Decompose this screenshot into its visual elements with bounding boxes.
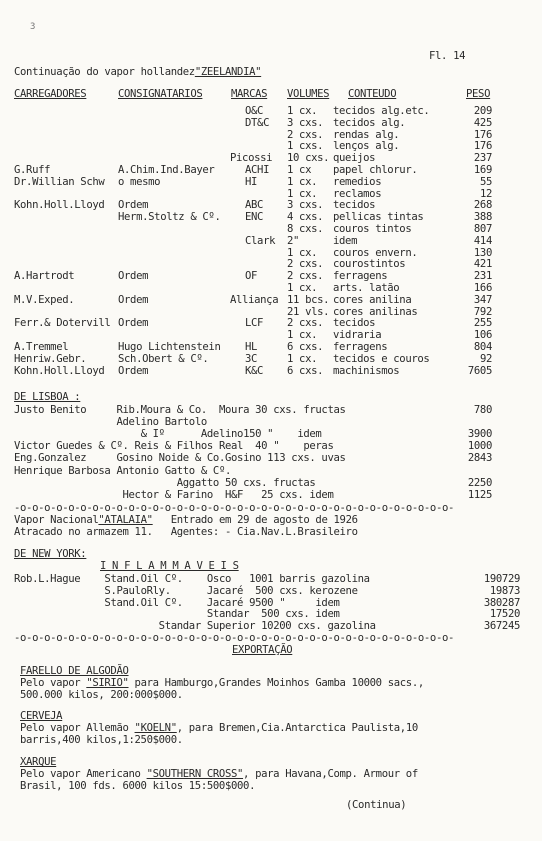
row-content: tecidos xyxy=(333,199,376,211)
export-ship-name: "KOELN" xyxy=(134,722,177,734)
row-content: rendas alg. xyxy=(333,129,400,141)
row-consignee: Sch.Obert & Cº. xyxy=(118,353,209,365)
row-weight: 231 xyxy=(473,270,492,282)
export-item-line-2: 500.000 kilos, 200:000$000. xyxy=(20,689,183,701)
export-item-line-1: Pelo vapor Americano "SOUTHERN CROSS", para Havana,Comp. Armour of xyxy=(20,768,418,780)
row-volumes: 1 cx. xyxy=(287,329,318,341)
col-header-carregadores: CARREGADORES xyxy=(14,88,87,100)
new-york-line: S.PauloRly. Jacaré 500 cxs. kerozene xyxy=(14,585,358,597)
row-consignee: A.Chim.Ind.Bayer xyxy=(118,164,215,176)
row-volumes: 1 cx. xyxy=(287,282,318,294)
row-mark: HL xyxy=(245,341,258,353)
row-mark: OF xyxy=(245,270,258,282)
row-weight: 12 xyxy=(479,188,492,200)
row-consignee: Ordem xyxy=(118,365,149,377)
row-mark: ABC xyxy=(245,199,264,211)
new-york-line: Stand.Oil Cº. Jacaré 9500 " idem xyxy=(14,597,340,609)
atalaia-ship-name: "ATALAIA" xyxy=(98,514,153,526)
row-volumes: 8 cxs. xyxy=(287,223,324,235)
row-weight: 106 xyxy=(473,329,492,341)
export-item-line-2: Brasil, 100 fds. 6000 kilos 15:500$000. xyxy=(20,780,256,792)
row-consignee: Ordem xyxy=(118,317,149,329)
row-weight: 804 xyxy=(473,341,492,353)
lisboa-line: & Iº Adelino150 " idem xyxy=(14,428,322,440)
row-content: machinismos xyxy=(333,365,400,377)
export-item-line-1: Pelo vapor "SIRIO" para Hamburgo,Grandes Moinhos Gamba 10000 sacs., xyxy=(20,677,424,689)
row-weight: 166 xyxy=(473,282,492,294)
row-volumes: 3 cxs. xyxy=(287,117,324,129)
lisboa-weight: 780 xyxy=(473,404,492,416)
row-content: couros tintos xyxy=(333,223,412,235)
lisboa-line: Adelino Bartolo xyxy=(14,416,207,428)
row-volumes: 2 cxs. xyxy=(287,258,324,270)
row-volumes: 1 cx. xyxy=(287,247,318,259)
row-volumes: 2 cxs. xyxy=(287,317,324,329)
ship-name: "ZEELANDIA" xyxy=(194,66,262,78)
col-header-volumes: VOLUMES xyxy=(287,88,330,100)
row-shipper: Kohn.Holl.Lloyd xyxy=(14,365,105,377)
row-content: tecidos e couros xyxy=(333,353,430,365)
lisboa-line: Hector & Farino H&F 25 cxs. idem xyxy=(14,489,334,501)
row-mark: O&C xyxy=(245,105,264,117)
lisboa-line: Eng.Gonzalez Gosino Noide & Co.Gosino 113 cxs. uvas xyxy=(14,452,346,464)
row-volumes: 11 bcs. xyxy=(287,294,330,306)
row-volumes: 10 cxs. xyxy=(287,152,330,164)
row-content: arts. latão xyxy=(333,282,400,294)
row-volumes: 1 cx xyxy=(287,164,312,176)
row-content: vidraria xyxy=(333,329,382,341)
row-content: reclamos xyxy=(333,188,382,200)
row-weight: 7605 xyxy=(467,365,492,377)
col-header-peso: PESO xyxy=(466,88,491,100)
row-consignee: Hugo Lichtenstein xyxy=(118,341,221,353)
divider-1: -o-o-o-o-o-o-o-o-o-o-o-o-o-o-o-o-o-o-o-o-o-o-o-o-o-o-o-o-o-o-o-o-o-o-o-o- xyxy=(14,502,455,514)
row-consignee: o mesmo xyxy=(118,176,161,188)
new-york-heading: DE NEW YORK: xyxy=(14,548,87,560)
row-consignee: Ordem xyxy=(118,199,149,211)
corner-mark: 3 xyxy=(30,22,36,32)
row-volumes: 2" xyxy=(287,235,300,247)
row-mark: 3C xyxy=(245,353,258,365)
new-york-line: Standar Superior 10200 cxs. gazolina xyxy=(14,620,376,632)
row-weight: 237 xyxy=(473,152,492,164)
row-content: cores anilinas xyxy=(333,306,418,318)
row-consignee: Ordem xyxy=(118,270,149,282)
row-weight: 807 xyxy=(473,223,492,235)
row-shipper: A.Hartrodt xyxy=(14,270,75,282)
row-weight: 176 xyxy=(473,129,492,141)
lisboa-weight: 3900 xyxy=(467,428,492,440)
row-mark: ACHI xyxy=(245,164,270,176)
row-volumes: 1 cx. xyxy=(287,353,318,365)
row-content: ferragens xyxy=(333,341,388,353)
row-content: courostintos xyxy=(333,258,406,270)
lisboa-weight: 2843 xyxy=(467,452,492,464)
row-content: idem xyxy=(333,235,358,247)
col-header-consignatarios: CONSIGNATARIOS xyxy=(118,88,203,100)
row-shipper: A.Tremmel xyxy=(14,341,69,353)
row-weight: 792 xyxy=(473,306,492,318)
row-content: ferragens xyxy=(333,270,388,282)
row-consignee: Ordem xyxy=(118,294,149,306)
exportacao-heading: EXPORTAÇÃO xyxy=(232,644,293,656)
continua-note: (Continua) xyxy=(346,799,407,811)
inflammaveis-title: I N F L A M M A V E I S xyxy=(100,560,239,572)
export-item-title: FARELLO DE ALGODÃO xyxy=(20,665,129,677)
row-consignee: Herm.Stoltz & Cº. xyxy=(118,211,221,223)
new-york-weight: 19873 xyxy=(489,585,520,597)
new-york-weight: 17520 xyxy=(489,608,520,620)
new-york-line: Rob.L.Hague Stand.Oil Cº. Osco 1001 barris gazolina xyxy=(14,573,370,585)
row-volumes: 6 cxs. xyxy=(287,365,324,377)
row-shipper: Ferr.& Dotervill xyxy=(14,317,111,329)
folio-number: Fl. 14 xyxy=(429,50,466,62)
row-mark: DT&C xyxy=(245,117,270,129)
row-volumes: 21 vls. xyxy=(287,306,330,318)
row-shipper: G.Ruff xyxy=(14,164,51,176)
row-weight: 209 xyxy=(473,105,492,117)
col-header-conteudo: CONTEUDO xyxy=(348,88,397,100)
row-mark: LCF xyxy=(245,317,264,329)
lisboa-line: Victor Guedes & Cº. Reis & Filhos Real 40 " peras xyxy=(14,440,334,452)
row-weight: 169 xyxy=(473,164,492,176)
new-york-weight: 367245 xyxy=(483,620,520,632)
row-weight: 130 xyxy=(473,247,492,259)
row-content: pellicas tintas xyxy=(333,211,424,223)
row-content: queijos xyxy=(333,152,376,164)
row-volumes: 1 cx. xyxy=(287,188,318,200)
lisboa-line: Aggatto 50 cxs. fructas xyxy=(14,477,316,489)
atalaia-line-2: Atracado no armazem 11. Agentes: - Cia.Nav.L.Brasileiro xyxy=(14,526,358,538)
new-york-line: Standar 500 cxs. idem xyxy=(14,608,340,620)
col-header-marcas: MARCAS xyxy=(231,88,268,100)
row-volumes: 1 cxs. xyxy=(287,140,324,152)
lisboa-weight: 1125 xyxy=(467,489,492,501)
row-volumes: 1 cx. xyxy=(287,176,318,188)
row-mark: Picossi xyxy=(230,152,273,164)
lisboa-line: Justo Benito Rib.Moura & Co. Moura 30 cxs. fructas xyxy=(14,404,346,416)
lisboa-heading: DE LISBOA : xyxy=(14,391,81,403)
row-volumes: 4 cxs. xyxy=(287,211,324,223)
row-mark: K&C xyxy=(245,365,264,377)
row-weight: 347 xyxy=(473,294,492,306)
lisboa-line: Henrique Barbosa Antonio Gatto & Cº. xyxy=(14,465,232,477)
row-content: remedios xyxy=(333,176,382,188)
divider-2: -o-o-o-o-o-o-o-o-o-o-o-o-o-o-o-o-o-o-o-o-o-o-o-o-o-o-o-o-o-o-o-o-o-o-o-o- xyxy=(14,632,455,644)
new-york-weight: 190729 xyxy=(483,573,520,585)
export-ship-name: "SIRIO" xyxy=(86,677,129,689)
continuation-heading: Continuação do vapor hollandez"ZEELANDIA" xyxy=(14,66,262,78)
export-item-line-1: Pelo vapor Allemão "KOELN", para Bremen,Cia.Antarctica Paulista,10 xyxy=(20,722,418,734)
row-content: tecidos xyxy=(333,317,376,329)
export-item-title: CERVEJA xyxy=(20,710,63,722)
row-content: papel chlorur. xyxy=(333,164,418,176)
row-volumes: 2 cxs. xyxy=(287,270,324,282)
row-weight: 421 xyxy=(473,258,492,270)
row-weight: 255 xyxy=(473,317,492,329)
row-shipper: Dr.Willian Schw xyxy=(14,176,105,188)
lisboa-weight: 1000 xyxy=(467,440,492,452)
row-mark: Clark xyxy=(245,235,276,247)
row-shipper: M.V.Exped. xyxy=(14,294,75,306)
export-ship-name: "SOUTHERN CROSS" xyxy=(146,768,244,780)
row-weight: 268 xyxy=(473,199,492,211)
row-content: tecidos alg. xyxy=(333,117,406,129)
row-content: couros envern. xyxy=(333,247,418,259)
row-weight: 388 xyxy=(473,211,492,223)
row-mark: Alliança xyxy=(230,294,279,306)
row-content: tecidos alg.etc. xyxy=(333,105,430,117)
row-weight: 55 xyxy=(479,176,492,188)
row-weight: 414 xyxy=(473,235,492,247)
row-weight: 176 xyxy=(473,140,492,152)
row-mark: ENC xyxy=(245,211,264,223)
row-volumes: 2 cxs. xyxy=(287,129,324,141)
export-item-line-2: barris,400 kilos,1:250$000. xyxy=(20,734,183,746)
row-volumes: 6 cxs. xyxy=(287,341,324,353)
lisboa-weight: 2250 xyxy=(467,477,492,489)
row-shipper: Henriw.Gebr. xyxy=(14,353,87,365)
row-weight: 425 xyxy=(473,117,492,129)
atalaia-line-1: Vapor Nacional"ATALAIA" Entrado em 29 de agosto de 1926 xyxy=(14,514,358,526)
row-content: lenços alg. xyxy=(333,140,400,152)
row-weight: 92 xyxy=(479,353,492,365)
row-volumes: 3 cxs. xyxy=(287,199,324,211)
export-item-title: XARQUE xyxy=(20,756,57,768)
row-mark: HI xyxy=(245,176,258,188)
row-volumes: 1 cx. xyxy=(287,105,318,117)
row-shipper: Kohn.Holl.Lloyd xyxy=(14,199,105,211)
row-content: cores anilina xyxy=(333,294,412,306)
new-york-weight: 380287 xyxy=(483,597,520,609)
